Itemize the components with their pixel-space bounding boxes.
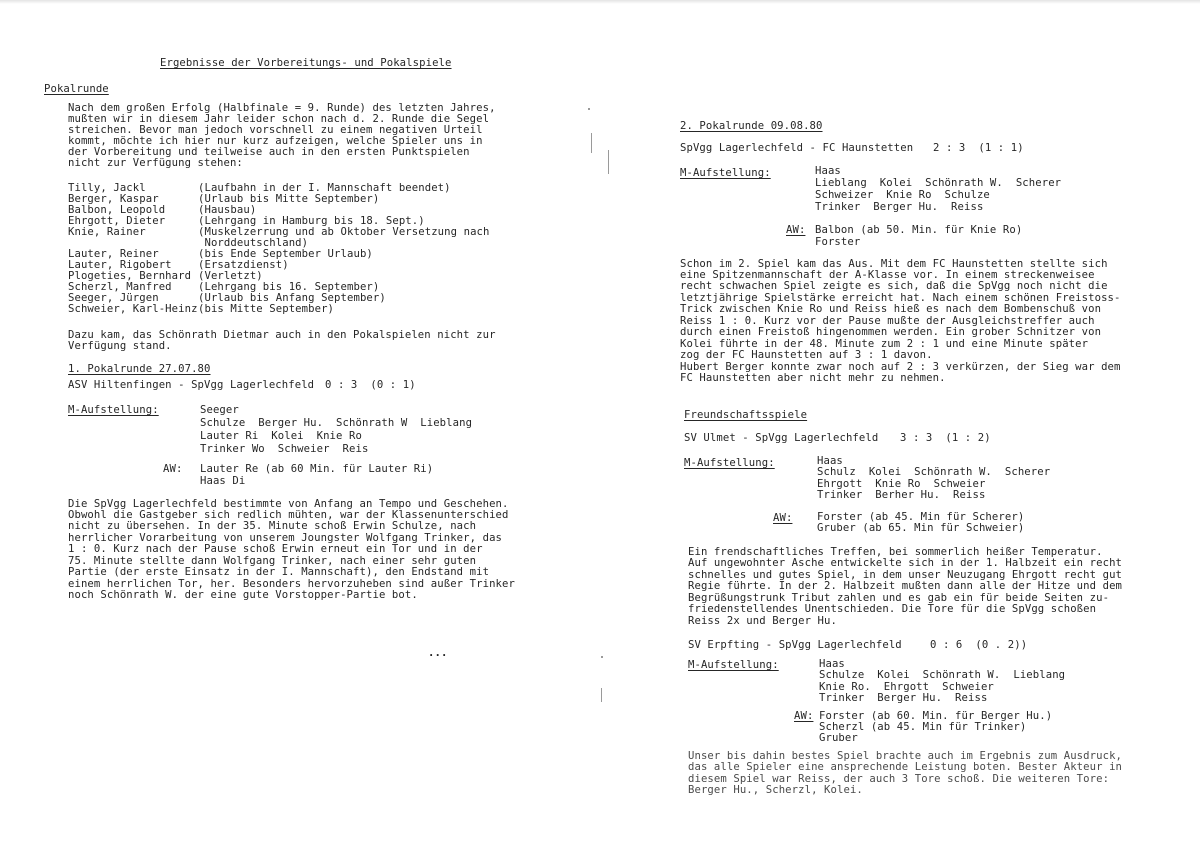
paragraph-line: Partie (der erste Einsatz in der I. Mannschaft), den Endstand mit bbox=[68, 566, 490, 578]
lineup-line: Schulze Kolei Schönrath W. Lieblang bbox=[819, 669, 1066, 681]
paragraph-line: eine Spitzenmannschaft der A-Klasse vor. In einem streckenweisee bbox=[680, 269, 1095, 281]
paragraph-line: Obwohl die Gastgeber sich redlich mühten, war der Klassenunterschied bbox=[68, 509, 509, 521]
paragraph-line: Verfügung stand. bbox=[68, 340, 172, 352]
player-name: Balbon, Leopold bbox=[68, 204, 166, 216]
page-title: Ergebnisse der Vorbereitungs- und Pokalspiele bbox=[160, 57, 452, 69]
lineup-line: Trinker Berger Hu. Reiss bbox=[819, 692, 988, 704]
substitute-line: Forster bbox=[815, 236, 861, 248]
lineup-line: Haas bbox=[815, 165, 841, 177]
paragraph-line: Die SpVgg Lagerlechfeld bestimmte von Anfang an Tempo und Geschehen. bbox=[68, 498, 509, 510]
paragraph-line: das alle Spieler eine ansprechende Leistung boten. Bester Akteur in bbox=[688, 761, 1123, 773]
round1-aw-label: AW: bbox=[163, 463, 183, 475]
paragraph-line: kommt, möchte ich hier nur kurz aufzeigen, welche Spieler uns in bbox=[68, 135, 483, 147]
friendly2-score: 0 : 6 (0 . 2)) bbox=[930, 639, 1028, 651]
paragraph-line: 1 : 0. Kurz nach der Pause schoß Erwin erneut ein Tor und in der bbox=[68, 543, 483, 555]
lineup-line: Haas bbox=[819, 658, 845, 670]
player-name: Seeger, Jürgen bbox=[68, 292, 159, 304]
player-reason: (Verletzt) bbox=[198, 270, 263, 282]
lineup-line: Lauter Ri Kolei Knie Ro bbox=[200, 430, 362, 442]
player-name: Berger, Kaspar bbox=[68, 193, 159, 205]
player-reason: Norddeutschland) bbox=[198, 237, 309, 249]
lineup-line: Schulze Berger Hu. Schönrath W Lieblang bbox=[200, 417, 473, 429]
lineup-line: Schulz Kolei Schönrath W. Scherer bbox=[817, 466, 1051, 478]
player-reason: (Urlaub bis Anfang September) bbox=[198, 292, 386, 304]
paragraph-line: Hubert Berger konnte zwar noch auf 2 : 3 verkürzen, der Sieg war dem bbox=[680, 361, 1121, 373]
player-name: Knie, Rainer bbox=[68, 226, 146, 238]
substitute-line: Scherzl (ab 45. Min für Trinker) bbox=[819, 721, 1027, 733]
lineup-line: Trinker Berher Hu. Reiss bbox=[817, 489, 986, 501]
player-name: Lauter, Reiner bbox=[68, 248, 159, 260]
player-name: Lauter, Rigobert bbox=[68, 259, 172, 271]
player-reason: (Muskelzerrung und ab Oktober Versetzung nach bbox=[198, 226, 490, 238]
paragraph-line: noch Schönrath W. der eine gute Vorstopper-Partie bot. bbox=[68, 589, 418, 601]
paragraph-line: diesem Spiel war Reiss, der auch 3 Tore schoß. Die weiteren Tore: bbox=[688, 773, 1110, 785]
substitute-line: Gruber bbox=[819, 732, 858, 744]
paragraph-line: letztjährige Spielstärke erreicht hat. Nach einem schönen Freistoss- bbox=[680, 292, 1121, 304]
paragraph-line: Regie führte. In der 2. Halbzeit mußten dann alle der Hitze und dem bbox=[688, 580, 1123, 592]
paragraph-line: Auf ungewohnter Asche entwickelte sich in der 1. Halbzeit ein recht bbox=[688, 557, 1123, 569]
paragraph-line: herrlicher Vorarbeitung von unserem Joungster Wolfgang Trinker, das bbox=[68, 532, 503, 544]
paragraph-line: Begrüßungstrunk Tribut zahlen und es gab ein für beide Seiten zu- bbox=[688, 592, 1110, 604]
round2-aw-label: AW: bbox=[786, 224, 806, 236]
player-name: Tilly, Jackl bbox=[68, 182, 146, 194]
substitute-line: Gruber (ab 65. Min für Schweier) bbox=[817, 522, 1025, 534]
section-heading-pokalrunde: Pokalrunde bbox=[44, 83, 109, 95]
substitute-line: Balbon (ab 50. Min. für Knie Ro) bbox=[815, 224, 1023, 236]
friendly2-lineup-label: M-Aufstellung: bbox=[688, 659, 779, 671]
round2-heading: 2. Pokalrunde 09.08.80 bbox=[680, 120, 823, 132]
binding-mark bbox=[591, 133, 592, 153]
paragraph-line: nicht zur Verfügung stehen: bbox=[68, 157, 243, 169]
friendly1-aw-label: AW: bbox=[773, 512, 793, 524]
right-page bbox=[600, 0, 1200, 848]
paragraph-line: Reiss 2x und Berger Hu. bbox=[688, 615, 837, 627]
paragraph-line: der Vorbereitung und teilweise auch in den ersten Punktspielen bbox=[68, 146, 470, 158]
paragraph-line: Ein frendschaftliches Treffen, bei sommerlich heißer Temperatur. bbox=[688, 546, 1103, 558]
scan-speck bbox=[588, 108, 590, 110]
friendly2-aw-label: AW: bbox=[794, 710, 814, 722]
round2-score: 2 : 3 (1 : 1) bbox=[933, 142, 1024, 154]
lineup-line: Haas bbox=[817, 455, 843, 467]
lineup-line: Trinker Wo Schweier Reis bbox=[200, 443, 369, 455]
player-reason: (bis Mitte September) bbox=[198, 303, 335, 315]
continuation-ellipsis: ... bbox=[428, 647, 448, 659]
paragraph-line: Dazu kam, das Schönrath Dietmar auch in den Pokalspielen nicht zur bbox=[68, 329, 496, 341]
paragraph-line: mußten wir in diesem Jahr leider schon nach d. 2. Runde die Segel bbox=[68, 113, 490, 125]
player-reason: (Hausbau) bbox=[198, 204, 257, 216]
lineup-line: Knie Ro. Ehrgott Schweier bbox=[819, 681, 994, 693]
lineup-line: Trinker Berger Hu. Reiss bbox=[815, 201, 984, 213]
player-reason: (Lehrgang in Hamburg bis 18. Sept.) bbox=[198, 215, 425, 227]
round2-match: SpVgg Lagerlechfeld - FC Haunstetten bbox=[680, 142, 914, 154]
lineup-line: Ehrgott Knie Ro Schweier bbox=[817, 478, 986, 490]
player-reason: (Laufbahn in der I. Mannschaft beendet) bbox=[198, 182, 451, 194]
paragraph-line: nicht zu übersehen. In der 35. Minute schoß Erwin Schulze, nach bbox=[68, 520, 477, 532]
player-reason: (Lehrgang bis 16. September) bbox=[198, 281, 380, 293]
lineup-line: Seeger bbox=[200, 404, 239, 416]
paragraph-line: Reiss 1 : 0. Kurz vor der Pause mußte der Ausgleichstreffer auch bbox=[680, 315, 1095, 327]
lineup-line: Lieblang Kolei Schönrath W. Scherer bbox=[815, 177, 1062, 189]
paragraph-line: Trick zwischen Knie Ro und Reiss hieß es nach dem Bombenschuß von bbox=[680, 303, 1102, 315]
lineup-line: Schweizer Knie Ro Schulze bbox=[815, 189, 990, 201]
player-name: Schweier, Karl-Heinz bbox=[68, 303, 198, 315]
round1-match: ASV Hiltenfingen - SpVgg Lagerlechfeld bbox=[68, 379, 315, 391]
paragraph-line: friedenstellendes Unentschieden. Die Tore für die SpVgg schoßen bbox=[688, 603, 1097, 615]
paragraph-line: Berger Hu., Scherzl, Kolei. bbox=[688, 784, 863, 796]
paragraph-line: streichen. Bevor man jedoch vorschnell zu einem negativen Urteil bbox=[68, 124, 483, 136]
paragraph-line: FC Haunstetten aber nicht mehr zu nehmen. bbox=[680, 372, 946, 384]
round1-lineup-label: M-Aufstellung: bbox=[68, 404, 159, 416]
paragraph-line: schnelles und gutes Spiel, in dem unser Neuzugang Ehrgott recht gut bbox=[688, 569, 1123, 581]
friendly1-match: SV Ulmet - SpVgg Lagerlechfeld bbox=[684, 432, 879, 444]
round1-score: 0 : 3 (0 : 1) bbox=[325, 379, 416, 391]
substitute-line: Forster (ab 45. Min für Scherer) bbox=[817, 511, 1025, 523]
friendly2-match: SV Erpfting - SpVgg Lagerlechfeld bbox=[688, 639, 902, 651]
substitute-line: Forster (ab 60. Min. für Berger Hu.) bbox=[819, 710, 1053, 722]
friendly1-score: 3 : 3 (1 : 2) bbox=[900, 432, 991, 444]
round2-lineup-label: M-Aufstellung: bbox=[680, 167, 771, 179]
player-name: Scherzl, Manfred bbox=[68, 281, 172, 293]
paragraph-line: 75. Minute stellte dann Wolfgang Trinker, nach einer sehr guten bbox=[68, 555, 477, 567]
round1-heading: 1. Pokalrunde 27.07.80 bbox=[68, 363, 211, 375]
friendly1-lineup-label: M-Aufstellung: bbox=[684, 457, 775, 469]
player-reason: (Urlaub bis Mitte September) bbox=[198, 193, 380, 205]
player-reason: (Ersatzdienst) bbox=[198, 259, 289, 271]
substitute-line: Lauter Re (ab 60 Min. für Lauter Ri) bbox=[200, 463, 434, 475]
player-name: Plogeties, Bernhard bbox=[68, 270, 192, 282]
player-name: Ehrgott, Dieter bbox=[68, 215, 166, 227]
paragraph-line: zog der FC Haunstetten auf 3 : 1 davon. bbox=[680, 349, 933, 361]
paragraph-line: Nach dem großen Erfolg (Halbfinale = 9. Runde) des letzten Jahres, bbox=[68, 102, 496, 114]
paragraph-line: Schon im 2. Spiel kam das Aus. Mit dem FC Haunstetten stellte sich bbox=[680, 258, 1108, 270]
paragraph-line: recht schwachen Spiel zeigte es sich, daß die SpVgg noch nicht die bbox=[680, 280, 1108, 292]
paragraph-line: Kolei führte in der 48. Minute zum 2 : 1 und eine Minute später bbox=[680, 338, 1089, 350]
friendly-heading: Freundschaftsspiele bbox=[684, 409, 808, 421]
paragraph-line: Unser bis dahin bestes Spiel brachte auch im Ergebnis zum Ausdruck, bbox=[688, 750, 1123, 762]
player-reason: (bis Ende September Urlaub) bbox=[198, 248, 373, 260]
substitute-line: Haas Di bbox=[200, 475, 246, 487]
paragraph-line: durch einen Freistoß hingenommen werden. Ein grober Schnitzer von bbox=[680, 326, 1102, 338]
paragraph-line: einem herrlichen Tor, her. Besonders hervorzuheben sind außer Trinker bbox=[68, 578, 515, 590]
